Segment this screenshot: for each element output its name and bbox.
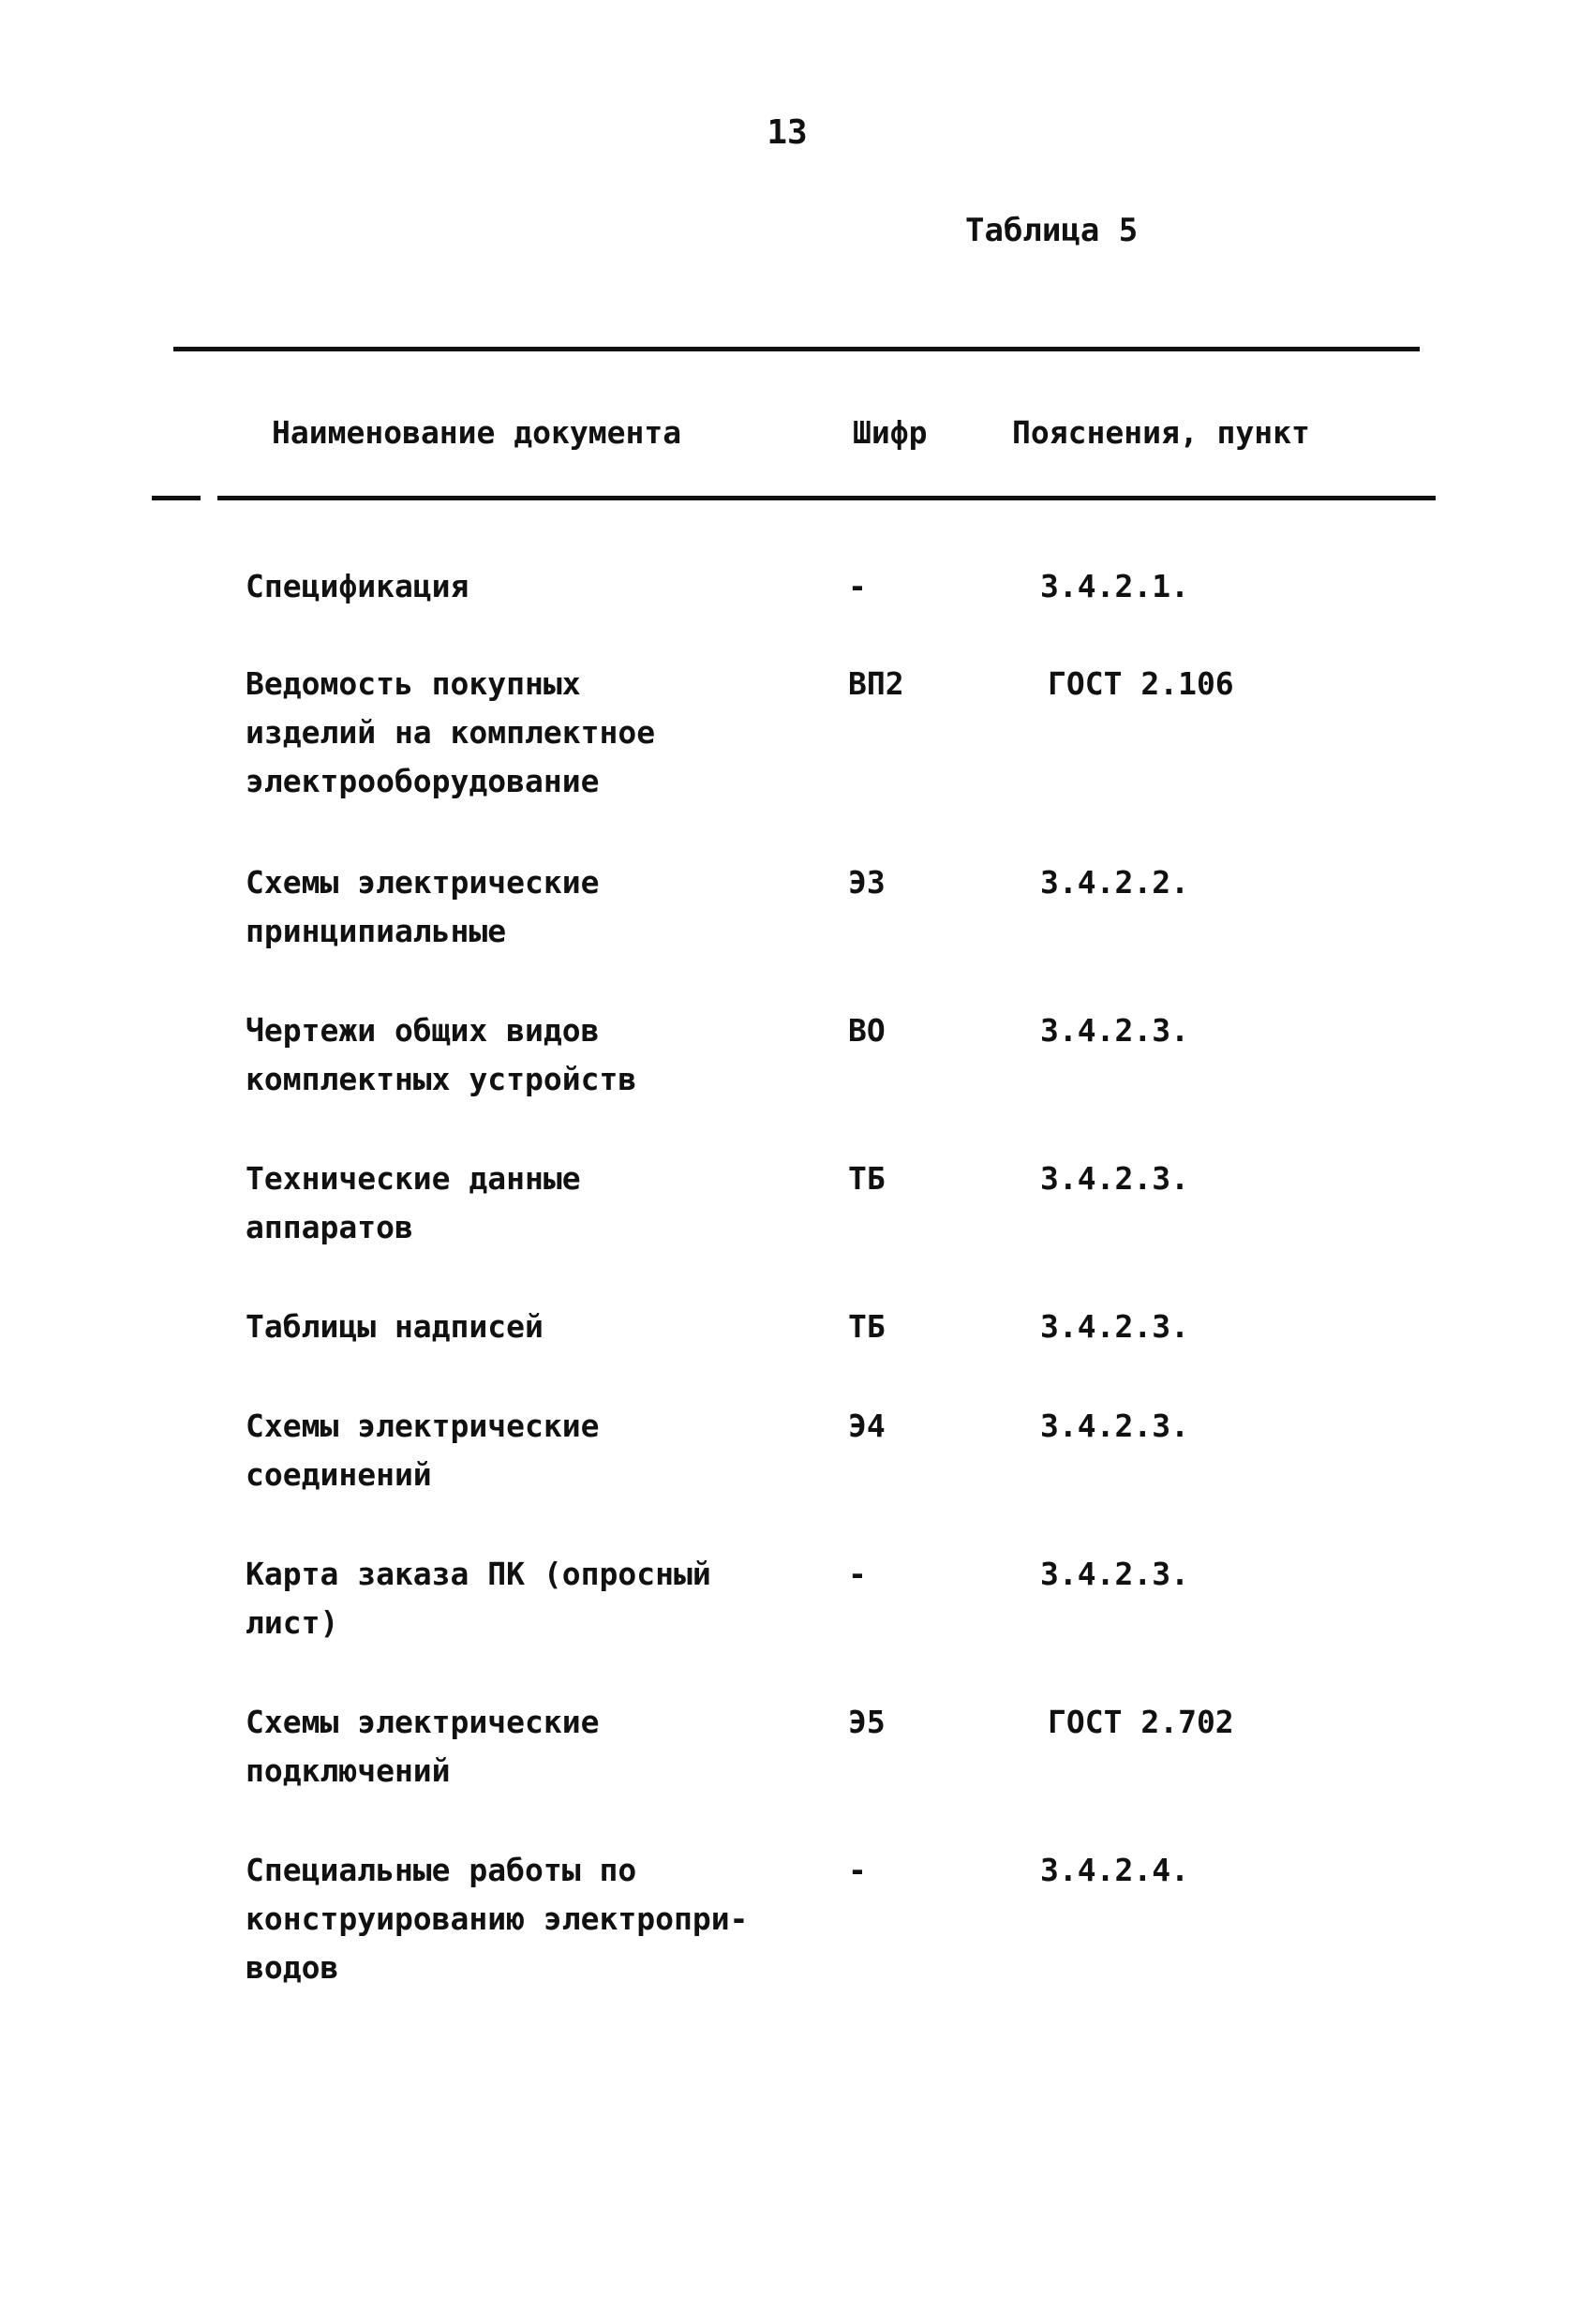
table-row — [0, 1006, 1594, 1155]
cell-explanation: 3.4.2.3. — [1040, 1556, 1189, 1592]
cell-explanation: 3.4.2.3. — [1040, 1160, 1189, 1197]
cell-explanation: ГОСТ 2.106 — [1048, 665, 1234, 702]
cell-document-name: Схемы электрические принципиальные — [246, 864, 600, 949]
page-number: 13 — [767, 113, 808, 152]
table-row — [0, 1550, 1594, 1698]
cell-code: Э5 — [848, 1704, 886, 1740]
cell-explanation: 3.4.2.3. — [1040, 1408, 1189, 1444]
cell-explanation: 3.4.2.3. — [1040, 1308, 1189, 1345]
cell-document-name: Схемы электрические подключений — [246, 1704, 600, 1789]
cell-document-name: Технические данные аппаратов — [246, 1160, 581, 1245]
cell-explanation: 3.4.2.1. — [1040, 568, 1189, 604]
table-row — [0, 858, 1594, 1006]
cell-document-name: Чертежи общих видов комплектных устройств — [246, 1012, 637, 1097]
cell-document-name: Схемы электрические соединений — [246, 1408, 600, 1493]
cell-code: ВП2 — [848, 665, 904, 702]
header-rule-left-segment — [152, 496, 201, 500]
table-row — [0, 1698, 1594, 1846]
cell-document-name: Специальные работы по конструированию электропри- водов — [246, 1852, 749, 1986]
table-row — [0, 660, 1594, 858]
header-explanation: Пояснения, пункт — [1012, 414, 1310, 451]
table-caption: Таблица 5 — [965, 212, 1139, 249]
cell-code: Э4 — [848, 1408, 886, 1444]
table-row — [0, 1402, 1594, 1550]
header-document-name: Наименование документа — [272, 414, 682, 451]
cell-document-name: Карта заказа ПК (опросный лист) — [246, 1556, 711, 1641]
cell-code: ТБ — [848, 1308, 886, 1345]
cell-code: - — [848, 1556, 867, 1592]
cell-document-name: Спецификация — [246, 568, 469, 604]
table-row — [0, 1846, 1594, 1996]
cell-code: ТБ — [848, 1160, 886, 1197]
cell-document-name: Ведомость покупных изделий на комплектное электрооборудование — [246, 665, 656, 799]
header-code: Шифр — [853, 414, 928, 451]
cell-document-name: Таблицы надписей — [246, 1308, 544, 1345]
cell-explanation: 3.4.2.2. — [1040, 864, 1189, 901]
cell-code: ВО — [848, 1012, 886, 1049]
table-top-rule — [173, 347, 1420, 351]
table-row — [0, 562, 1594, 660]
cell-explanation: 3.4.2.3. — [1040, 1012, 1189, 1049]
table-body — [0, 562, 1594, 1996]
cell-explanation: 3.4.2.4. — [1040, 1852, 1189, 1888]
table-row — [0, 1155, 1594, 1303]
cell-explanation: ГОСТ 2.702 — [1048, 1704, 1234, 1740]
table-row — [0, 1303, 1594, 1402]
header-rule — [217, 496, 1436, 500]
cell-code: - — [848, 1852, 867, 1888]
table-header-row — [0, 412, 1594, 459]
cell-code: Э3 — [848, 864, 886, 901]
cell-code: - — [848, 568, 867, 604]
